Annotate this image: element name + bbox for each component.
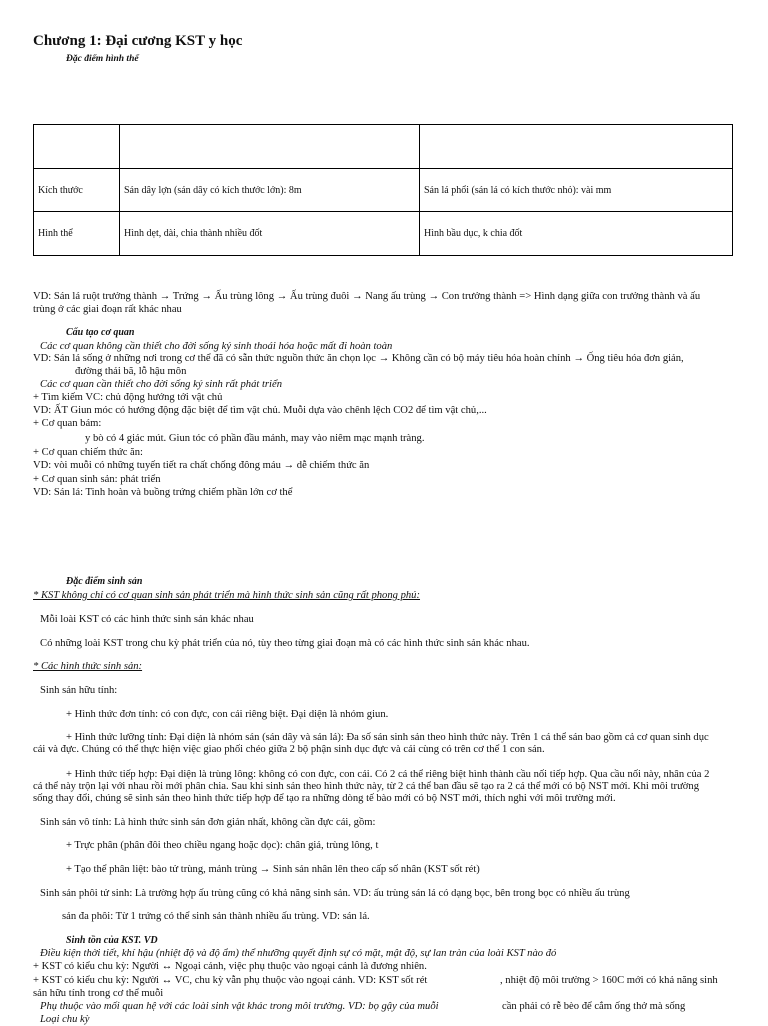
body-line: sản đa phôi: Từ 1 trứng có thể sinh sản thành nhiều ấu trùng. VD: sán lá.: [62, 911, 370, 922]
body-line: + Tìm kiếm VC: chủ động hướng tới vật chủ: [33, 392, 223, 403]
body-line: * KST không chỉ có cơ quan sinh sản phát triển mà hình thức sinh sản cũng rất phong phú:: [33, 590, 421, 601]
section-heading-hinh-the: Đặc điểm hình thể: [66, 54, 139, 64]
body-line: cá thể này trộn lại với nhau rồi mới phân chia. Sau khi sinh sản theo hình thức này, từ 2 cá thể ban đầu sẽ tạo ra 2 cá thể mới có bộ NST mới. Khi môi trường: [33, 781, 700, 792]
body-line: + Cơ quan chiếm thức ăn:: [33, 447, 143, 458]
body-line: + Tạo thể phân liệt: bào tử trùng, mảnh trùng → Sinh sản nhân lên theo cấp số nhân (KST sốt rét): [66, 864, 480, 875]
body-line: cái và đực. Chúng có thể thực hiện việc giao phối chéo giữa 2 bộ phận sinh dục đực và cái cùng có trên cơ thể 1 con sán.: [33, 744, 545, 755]
body-line: Sinh sản vô tính: Là hình thức sinh sản đơn giản nhất, không cần đực cái, gồm:: [40, 817, 376, 828]
table-cell: Hình dẹt, dài, chia thành nhiều đốt: [120, 212, 420, 256]
table-row: [34, 125, 733, 169]
table-row: [34, 212, 733, 256]
table-cell: [120, 125, 420, 169]
table-cell: [34, 125, 120, 169]
comparison-table: [33, 124, 733, 256]
table-cell: Hình thể: [34, 212, 120, 256]
body-line: Các cơ quan cần thiết cho đời sống ký sinh rất phát triển: [40, 379, 282, 390]
table-row: [34, 169, 733, 212]
body-line: VD: Sán lá sống ở những nơi trong cơ thể đã có sẵn thức nguồn thức ăn chọn lọc → Không cần có bộ máy tiêu hóa hoàn chỉnh → Ống tiêu hóa đơn giản,: [33, 353, 684, 364]
body-line: VD: ẤT Giun móc có hướng động đặc biệt để tìm vật chủ. Muỗi dựa vào chênh lệch CO2 để tìm vật chủ,...: [33, 405, 487, 416]
body-line: y bò có 4 giác mút. Giun tóc có phần đầu mảnh, may vào niêm mạc mạnh tràng.: [85, 433, 425, 444]
section-heading-sinh-ton: Sinh tồn của KST. VD: [66, 935, 158, 946]
example-text: VD: Sán lá ruột trưởng thành → Trứng → Ấu trùng lông → Ấu trùng đuôi → Nang ấu trùng → Con trưởng thành => Hình dạng giữa con trưởng thành và ấu: [33, 291, 701, 302]
body-line: + Hình thức đơn tính: có con đực, con cái riêng biệt. Đại diện là nhóm giun.: [66, 709, 389, 720]
body-line: đường thải bã, lỗ hậu môn: [75, 366, 187, 377]
page-title: Chương 1: Đại cương KST y học: [33, 33, 243, 49]
body-line: Điều kiện thời tiết, khí hậu (nhiệt độ và độ ẩm) thể nhưỡng quyết định sự có mặt, mật độ, sự lan tràn của loài KST nào đó: [40, 948, 557, 959]
body-line: sản hữu tính trong cơ thể muỗi: [33, 988, 164, 999]
body-line: Sinh sản hữu tính:: [40, 685, 118, 696]
body-line: + Hình thức tiếp hợp: Đại diện là trùng lông: không có con đực, con cái. Có 2 cá thể riêng biệt hình thành cầu nối tiếp hợp. Qua cầu nối này, nhân của 2: [66, 769, 710, 780]
body-line: cần phải có rễ bèo để cắm ống thở mà sống: [502, 1001, 686, 1012]
body-line: Mỗi loài KST có các hình thức sinh sản khác nhau: [40, 614, 254, 625]
body-line: Phụ thuộc vào mối quan hệ với các loài sinh vật khác trong môi trường. VD: bọ gậy của muỗi: [40, 1001, 439, 1012]
table-cell: [420, 125, 733, 169]
body-line: VD: Sán lá: Tinh hoàn và buồng trứng chiếm phần lớn cơ thể: [33, 487, 293, 498]
body-line: Có những loài KST trong chu kỳ phát triển của nó, tùy theo từng giai đoạn mà có các hình thức sinh sản khác nhau.: [40, 638, 530, 649]
body-line: + KST có kiểu chu kỳ: Người ↔ VC, chu kỳ vẫn phụ thuộc vào ngoại cảnh. VD: KST sốt rét: [33, 975, 428, 986]
section-heading-sinh-san: Đặc điểm sinh sản: [66, 576, 143, 587]
body-line: sống thay đổi, chúng sẽ sinh sản theo hình thức tiếp hợp để tạo ra những dòng tế bào mới có bộ NST mới, thích nghi với môi trường mới.: [33, 793, 616, 804]
body-line: + Cơ quan bám:: [33, 418, 102, 429]
table-cell: Kích thước: [34, 169, 120, 212]
table-cell: Sán lá phổi (sán lá có kích thước nhỏ): vài mm: [420, 169, 733, 212]
body-line: * Các hình thức sinh sản:: [33, 661, 143, 672]
body-line: + Trực phân (phân đôi theo chiều ngang hoặc dọc): chân giả, trùng lông, t: [66, 840, 379, 851]
body-line: + Cơ quan sinh sản: phát triển: [33, 474, 161, 485]
table-cell: Hình bầu dục, k chia đốt: [420, 212, 733, 256]
example-text: trùng ở các giai đoạn rất khác nhau: [33, 304, 182, 315]
table-cell: Sán dây lợn (sán dây có kích thước lớn): 8m: [120, 169, 420, 212]
body-line: VD: vòi muỗi có những tuyến tiết ra chất chống đông máu → dễ chiếm thức ăn: [33, 460, 370, 471]
body-line: Sinh sản phôi tử sinh: Là trường hợp ấu trùng cũng có khả năng sinh sản. VD: ấu trùng sán lá có dạng bọc, bên trong bọc có nhiều ấu trùng: [40, 888, 630, 899]
section-heading-cau-tao: Cấu tạo cơ quan: [66, 327, 135, 338]
body-line: + Hình thức lưỡng tính: Đại diện là nhóm sán (sán dây và sán lá): Đa số sán sinh sản theo hình thức này. Trên 1 cá thể sán bao gồm cả cơ quan sinh dục: [66, 732, 709, 743]
body-line: Các cơ quan không cần thiết cho đời sống ký sinh thoái hóa hoặc mất đi hoàn toàn: [40, 341, 393, 352]
body-line: + KST có kiểu chu kỳ: Người ↔ Ngoại cảnh, việc phụ thuộc vào ngoại cảnh là đương nhiên.: [33, 961, 427, 972]
body-line: , nhiệt độ môi trường > 160C mới có khả năng sinh: [500, 975, 718, 986]
body-line: Loại chu kỳ: [40, 1014, 90, 1025]
